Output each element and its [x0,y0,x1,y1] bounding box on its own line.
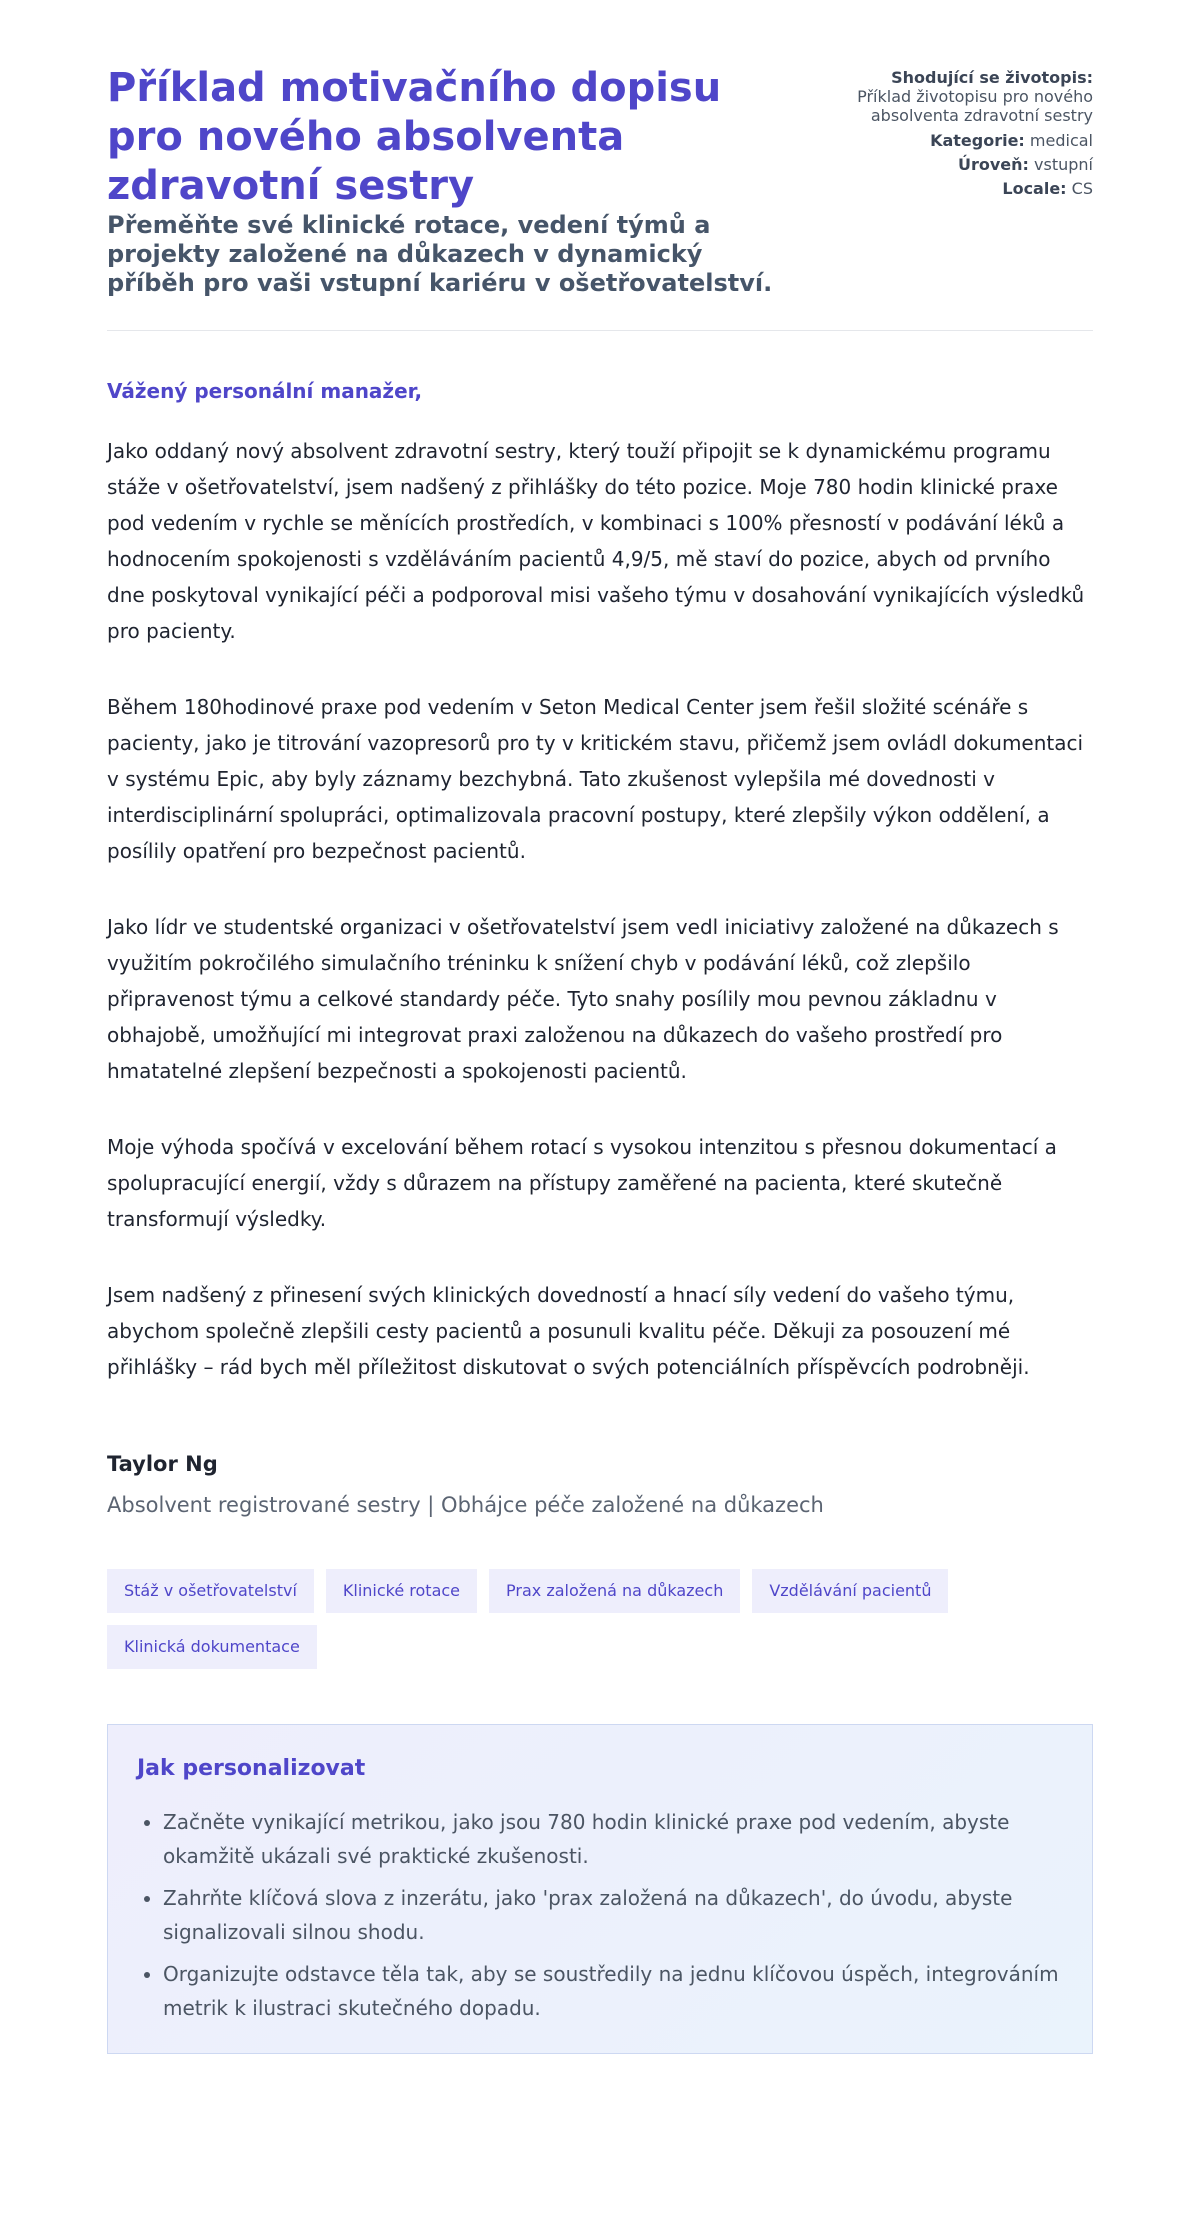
meta-resume-value: Příklad životopisu pro nového absolventa zdravotní sestry [857,87,1093,125]
header-titles [107,64,810,298]
signature-title: Absolvent registrované sestry | Obhájce péče založené na důkazech [107,1493,824,1517]
tips-title: Jak personalizovat [137,1756,366,1781]
meta-locale-value: CS [1071,179,1093,198]
meta-level-value: vstupní [1034,155,1093,174]
page-subtitle: Přeměňte své klinické rotace, vedení týmů a projekty založené na důkazech v dynamický příběh pro vaši vstupní kariéru v ošetřovatelství. [107,211,773,297]
signature-block [107,1451,1093,1519]
letter-salutation: Vážený personální manažer, [107,379,423,403]
meta-level-label: Úroveň: [957,155,1029,174]
meta-category [810,131,1093,150]
page-header [107,64,1093,298]
keyword-tag: Klinická dokumentace [107,1625,317,1669]
meta-locale [810,179,1093,198]
personalization-tips [107,1724,1093,2054]
meta-locale-label: Locale: [1002,179,1067,198]
letter-paragraph: Moje výhoda spočívá v excelování během rotací s vysokou intenzitou s přesnou dokumentací a spolupracující energií, vždy s důrazem na přístupy zaměřené na pacienta, které skutečně transformují výsledky. [107,1135,1057,1231]
letter-paragraph: Jako lídr ve studentské organizaci v ošetřovatelství jsem vedl iniciativy založené na důkazech s využitím pokročilého simulačního tréninku k snížení chyb v podávání léků, což zlepšilo připravenost týmu a celkové standardy péče. Tyto snahy posílily mou pevnou základnu v obhajobě, umožňující mi integrovat praxi založenou na důkazech do vašeho prostředí pro hmatatelné zlepšení bezpečnosti a spokojenosti pacientů. [107,915,1059,1083]
letter-paragraph: Jako oddaný nový absolvent zdravotní sestry, který touží připojit se k dynamickému programu stáže v ošetřovatelství, jsem nadšený z přihlášky do této pozice. Moje 780 hodin klinické praxe pod vedením v rychle se měnících prostředích, v kombinaci s 100% přesností v podávání léků a hodnocením spokojenosti s vzděláváním pacientů 4,9/5, mě staví do pozice, abych od prvního dne poskytoval vynikající péči a podporoval misi vašeho týmu v dosahování vynikajících výsledků pro pacienty. [107,439,1085,643]
keyword-tag: Prax založená na důkazech [489,1569,740,1613]
letter-body [107,379,1093,1385]
letter-paragraph: Během 180hodinové praxe pod vedením v Seton Medical Center jsem řešil složité scénáře s pacienty, jako je titrování vazopresorů pro ty v kritickém stavu, přičemž jsem ovládl dokumentaci v systému Epic, aby byly záznamy bezchybná. Tato zkušenost vylepšila mé dovednosti v interdisciplinární spolupráci, optimalizovala pracovní postupy, které zlepšily výkon oddělení, a posílily opatření pro bezpečnost pacientů. [107,695,1084,863]
tip-item: • Začněte vynikající metrikou, jako jsou 780 hodin klinické praxe pod vedením, abyste okamžitě ukázali své praktické zkušenosti. [163,1805,1063,1873]
meta-matching-resume [810,68,1093,125]
tip-item: • Zahrňte klíčová slova z inzerátu, jako 'prax založená na důkazech', do úvodu, abyste signalizovali silnou shodu. [163,1881,1063,1949]
header-divider [107,330,1093,331]
keyword-tag: Klinické rotace [326,1569,477,1613]
meta-category-value: medical [1029,131,1093,150]
keyword-tag: Vzdělávání pacientů [752,1569,948,1613]
tip-item: • Organizujte odstavce těla tak, aby se soustředily na jednu klíčovou úspěch, integrováním metrik k ilustraci skutečného dopadu. [163,1957,1063,2025]
page-title: Příklad motivačního dopisu pro nového absolventa zdravotní sestry [107,65,722,209]
meta-category-label: Kategorie: [930,131,1025,150]
signature-name: Taylor Ng [107,1452,218,1476]
meta-resume-label: Shodující se životopis: [891,68,1093,87]
tips-list [137,1805,1063,2025]
keyword-tags [107,1569,1047,1669]
letter-paragraph: Jsem nadšený z přinesení svých klinických dovedností a hnací síly vedení do vašeho týmu, abychom společně zlepšili cesty pacientů a posunuli kvalitu péče. Děkuji za posouzení mé přihlášky – rád bych měl příležitost diskutovat o svých potenciálních příspěvcích podrobněji. [107,1283,1030,1379]
keyword-tag: Stáž v ošetřovatelství [107,1569,314,1613]
meta-level [810,155,1093,174]
meta-panel [810,64,1093,203]
